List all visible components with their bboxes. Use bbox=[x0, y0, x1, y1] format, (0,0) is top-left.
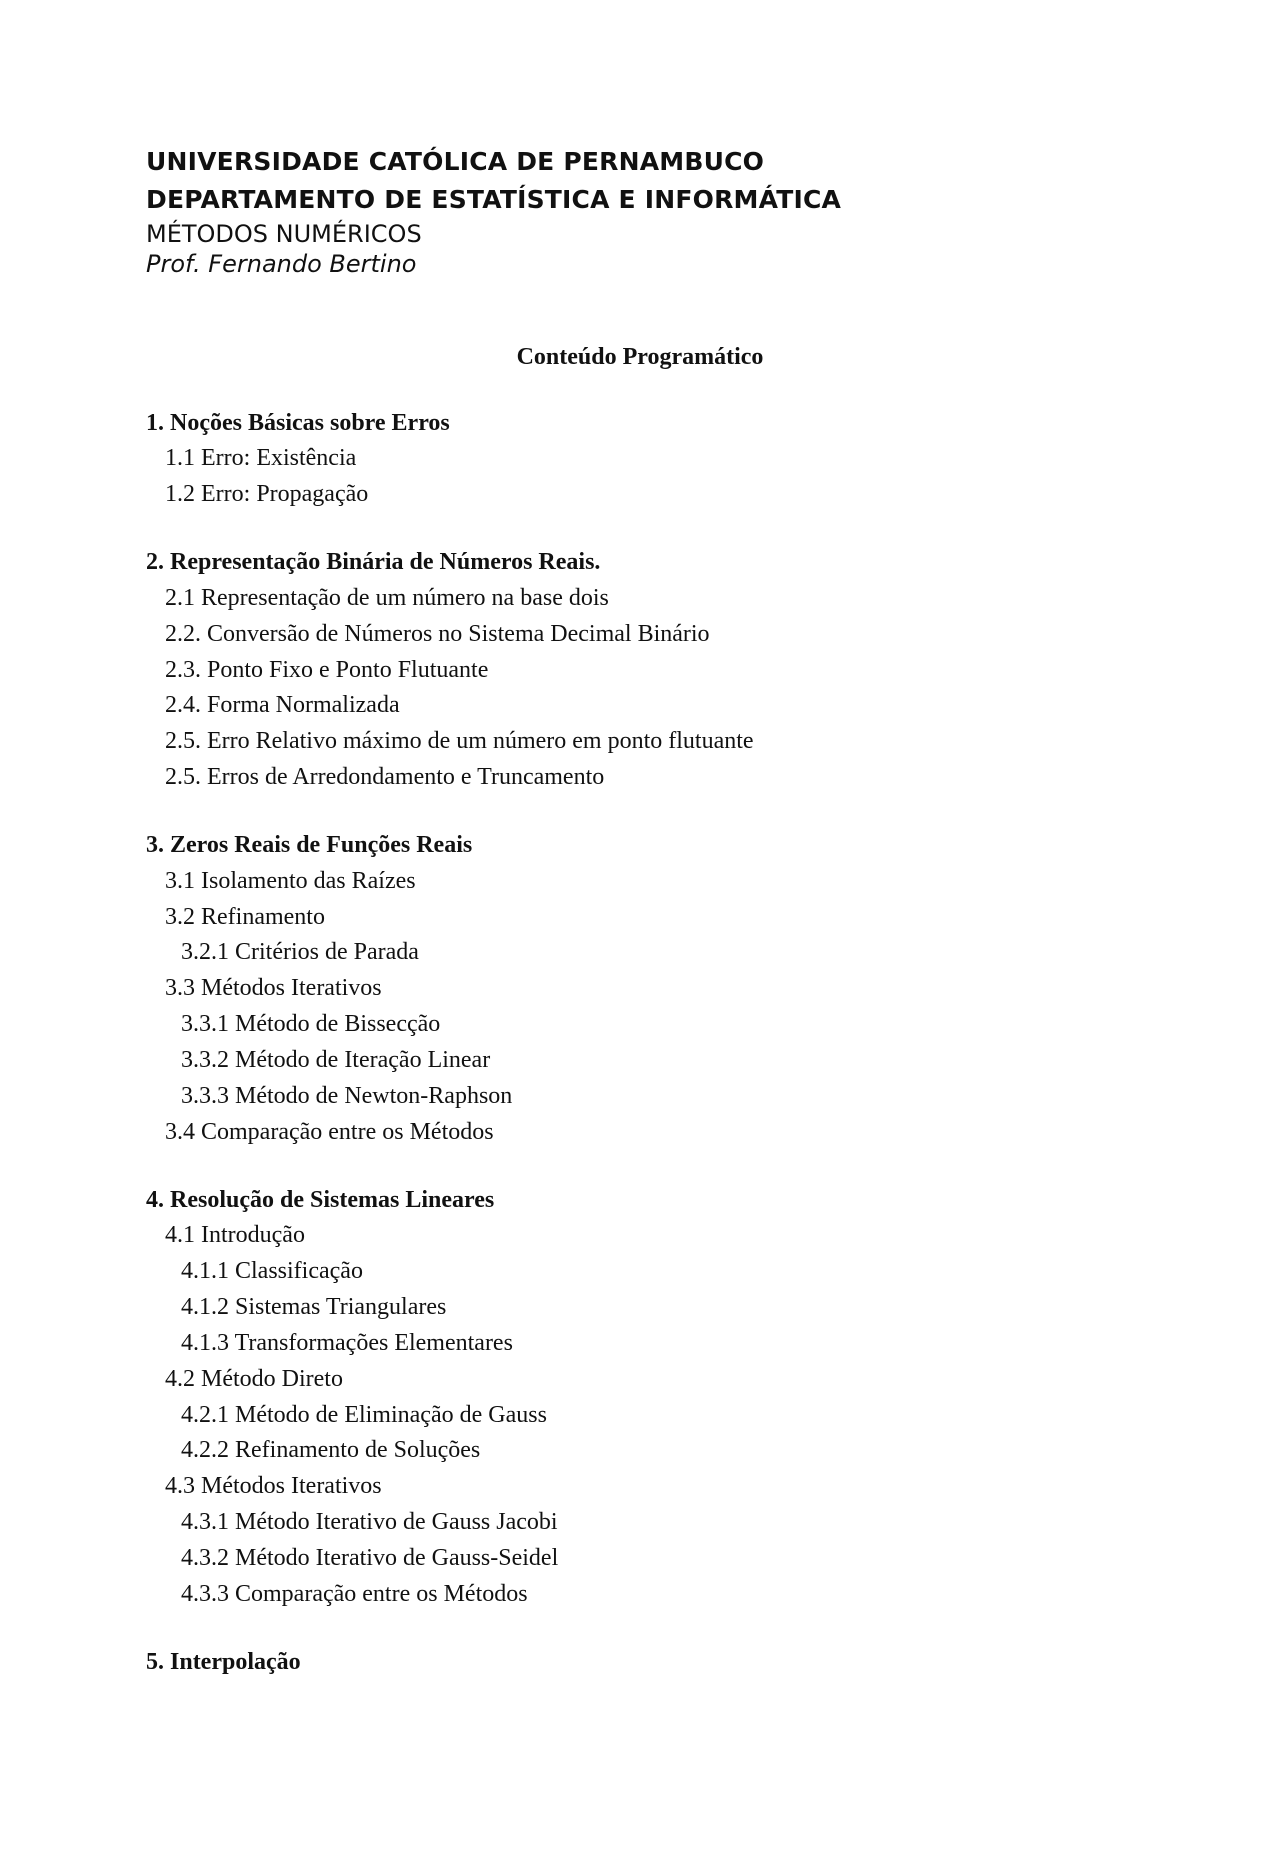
toc-subsection: 2.5. Erro Relativo máximo de um número em ponto flutuante bbox=[165, 728, 754, 754]
toc-subsubsection: 3.2.1 Critérios de Parada bbox=[181, 939, 419, 965]
document-title: Conteúdo Programático bbox=[516, 344, 764, 370]
toc-subsubsection: 4.1.3 Transformações Elementares bbox=[181, 1330, 513, 1356]
toc-subsubsection: 4.2.1 Método de Eliminação de Gauss bbox=[181, 1402, 547, 1428]
toc-subsubsection: 4.3.1 Método Iterativo de Gauss Jacobi bbox=[181, 1509, 558, 1535]
professor-name: Prof. Fernando Bertino bbox=[146, 250, 417, 278]
toc-section-heading: 5. Interpolação bbox=[146, 1649, 301, 1675]
toc-subsection: 2.3. Ponto Fixo e Ponto Flutuante bbox=[165, 657, 489, 683]
toc-subsection: 2.1 Representação de um número na base dois bbox=[165, 585, 609, 611]
toc-subsubsection: 4.3.2 Método Iterativo de Gauss-Seidel bbox=[181, 1545, 559, 1571]
course-name: MÉTODOS NUMÉRICOS bbox=[146, 220, 422, 248]
toc-subsection: 3.2 Refinamento bbox=[165, 904, 325, 930]
document-header bbox=[146, 143, 1146, 279]
toc-subsection: 3.4 Comparação entre os Métodos bbox=[165, 1119, 494, 1145]
toc-subsection: 1.1 Erro: Existência bbox=[165, 445, 357, 471]
department-name: DEPARTAMENTO DE ESTATÍSTICA E INFORMÁTICA bbox=[146, 185, 842, 214]
toc-subsection: 4.1 Introdução bbox=[165, 1222, 305, 1248]
toc-section-heading: 2. Representação Binária de Números Reais. bbox=[146, 549, 601, 575]
toc-subsubsection: 3.3.3 Método de Newton-Raphson bbox=[181, 1083, 513, 1109]
toc-subsubsection: 4.1.2 Sistemas Triangulares bbox=[181, 1294, 447, 1320]
toc-subsection: 4.2 Método Direto bbox=[165, 1366, 343, 1392]
toc-subsection: 2.2. Conversão de Números no Sistema Decimal Binário bbox=[165, 621, 710, 647]
toc-section-heading: 4. Resolução de Sistemas Lineares bbox=[146, 1187, 495, 1213]
university-name: UNIVERSIDADE CATÓLICA DE PERNAMBUCO bbox=[146, 147, 765, 176]
toc-subsubsection: 4.3.3 Comparação entre os Métodos bbox=[181, 1581, 528, 1607]
toc-subsubsection: 3.3.1 Método de Bissecção bbox=[181, 1011, 441, 1037]
toc-subsection: 3.1 Isolamento das Raízes bbox=[165, 868, 416, 894]
toc-subsection: 1.2 Erro: Propagação bbox=[165, 481, 369, 507]
toc-subsubsection: 3.3.2 Método de Iteração Linear bbox=[181, 1047, 491, 1073]
toc-subsection: 2.4. Forma Normalizada bbox=[165, 692, 400, 718]
toc-subsubsection: 4.2.2 Refinamento de Soluções bbox=[181, 1437, 481, 1463]
toc-subsection: 4.3 Métodos Iterativos bbox=[165, 1473, 382, 1499]
toc-subsection: 3.3 Métodos Iterativos bbox=[165, 975, 382, 1001]
toc-subsubsection: 4.1.1 Classificação bbox=[181, 1258, 363, 1284]
toc-section-heading: 3. Zeros Reais de Funções Reais bbox=[146, 832, 473, 858]
toc-subsection: 2.5. Erros de Arredondamento e Truncamento bbox=[165, 764, 605, 790]
toc-section-heading: 1. Noções Básicas sobre Erros bbox=[146, 410, 450, 436]
